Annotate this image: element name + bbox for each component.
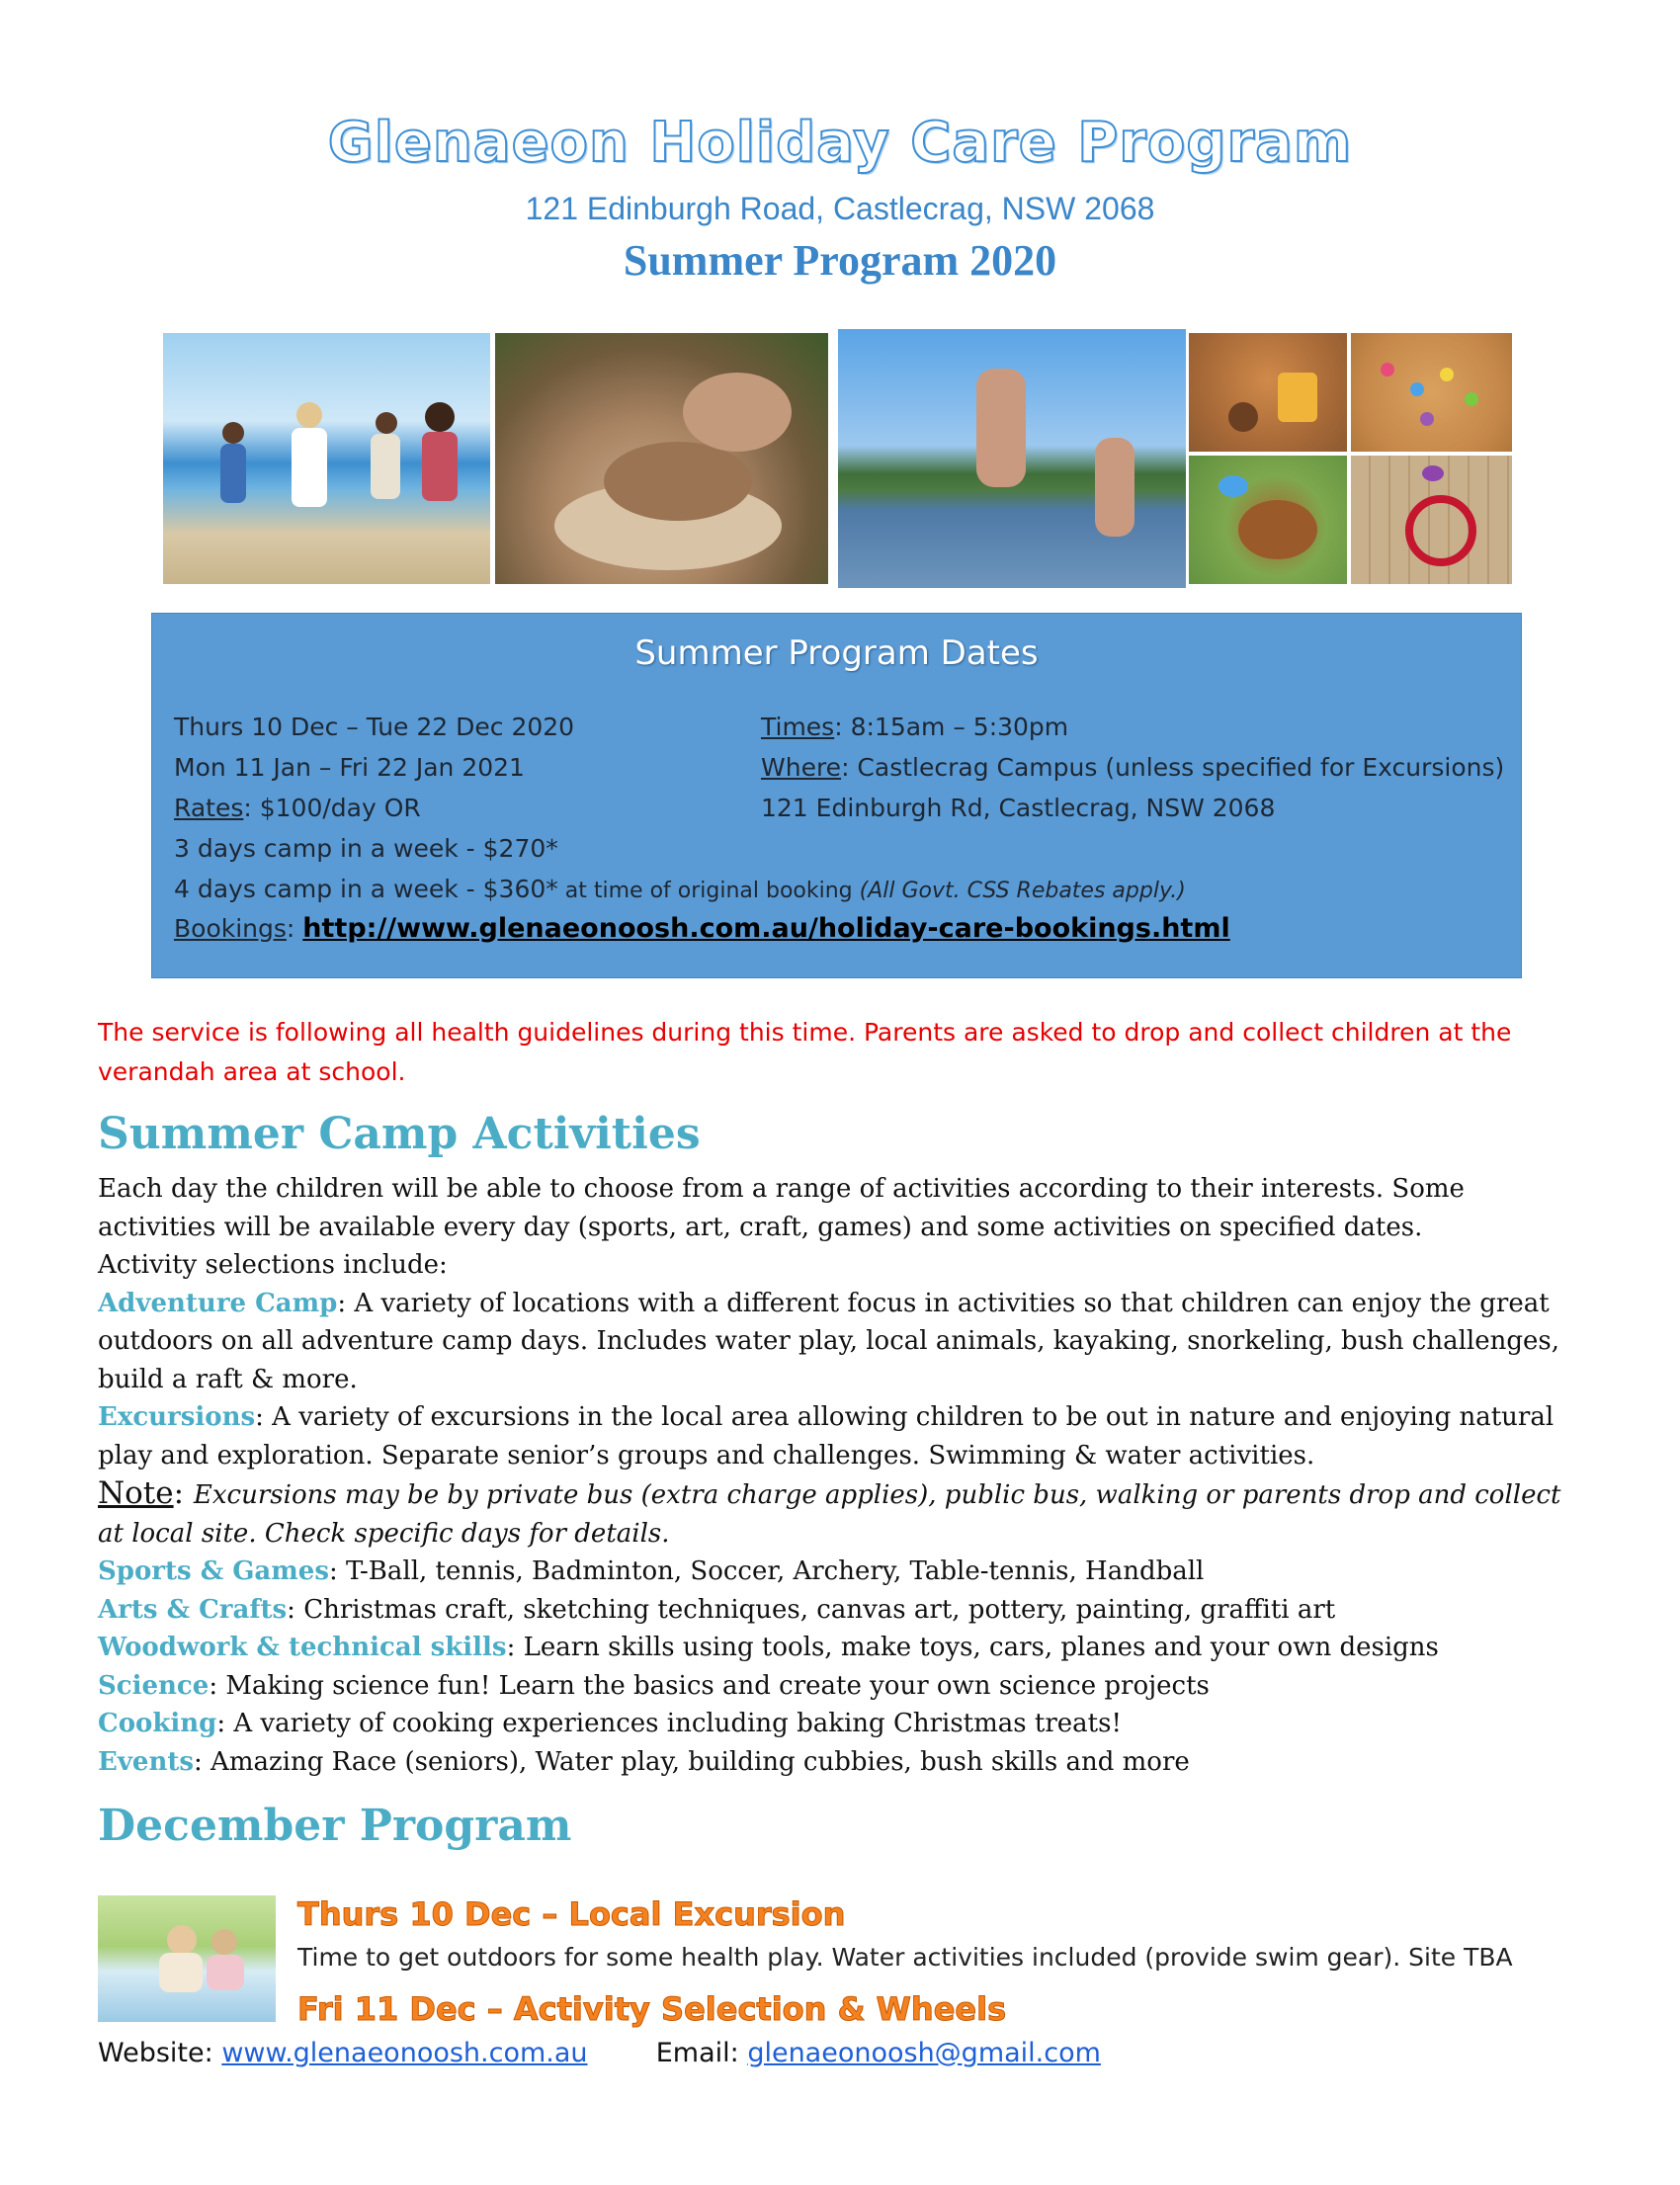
science-item [98,1667,1590,1706]
events-label: Events [98,1746,195,1777]
children-water-play-photo [98,1895,276,2022]
sports-item [98,1553,1590,1591]
bookings-line [174,913,1230,944]
science-label: Science [98,1670,210,1701]
butterfly-nest-craft-photo [1189,456,1347,584]
bookings-label: Bookings [174,914,287,943]
booking-note: at time of original booking [557,879,860,903]
camp-3-day-rate: 3 days camp in a week - $270* [174,834,558,863]
email-label: Email: [655,2038,748,2068]
note-text: Excursions may be by private bus (extra charge applies), public bus, walking or parents drop and collect at local site. Check specific days for details. [98,1480,1561,1549]
rates-value: : $100/day OR [243,794,421,822]
where-value: : Castlecrag Campus (unless specified for Excursions) [841,753,1505,782]
rebate-note: (All Govt. CSS Rebates apply.) [859,879,1186,903]
excursions-text: : A variety of excursions in the local area allowing children to be out in nature and enjoying natural play and exploration. Separate senior’s groups and challenges. Swimming & water activities. [98,1402,1554,1471]
acorn-leaf-craft-photo [1189,333,1347,452]
beach-children-photo [163,333,490,584]
jumping-boys-lake-photo [838,329,1186,588]
excursions-item [98,1398,1590,1474]
excursions-note [98,1474,1590,1553]
note-label: Note [98,1475,174,1511]
cooking-item [98,1705,1590,1743]
felt-beads-craft-photo [1351,333,1512,452]
where-label: Where [761,753,842,782]
event-thurs-10-dec-title: Thurs 10 Dec – Local Excursion [297,1895,846,1933]
activity-selections-label: Activity selections include: [98,1250,448,1280]
arts-item [98,1591,1590,1630]
page-title: Glenaeon Holiday Care Program [327,111,1353,175]
event-fri-11-dec-title: Fri 11 Dec – Activity Selection & Wheels [297,1990,1007,2028]
woodwork-label: Woodwork & technical skills [98,1633,507,1662]
bookings-separator: : [286,914,303,943]
woodwork-text: : Learn skills using tools, make toys, cars, planes and your own designs [506,1633,1439,1662]
bead-heart-craft-photo [1351,456,1512,584]
adventure-camp-text: : A variety of locations with a different focus in activities so that children can enjoy the great outdoors on all adventure camp days. Includes water play, local animals, kayaking, snorkeling, bush challenges, build a raft & more. [98,1288,1560,1394]
adventure-camp-item [98,1285,1590,1399]
times-line [761,713,1068,741]
arts-label: Arts & Crafts [98,1594,288,1625]
events-text: : Amazing Race (seniors), Water play, building cubbies, bush skills and more [194,1746,1190,1777]
events-item [98,1743,1590,1782]
sports-text: : T-Ball, tennis, Badminton, Soccer, Archery, Table-tennis, Handball [328,1556,1205,1586]
event-thurs-10-dec-description: Time to get outdoors for some health play. Water activities included (provide swim gear). Site TBA [297,1943,1513,1972]
email-link[interactable]: glenaeonoosh@gmail.com [747,2038,1101,2068]
cooking-text: : A variety of cooking experiences including baking Christmas treats! [216,1709,1122,1738]
adventure-camp-label: Adventure Camp [98,1288,338,1318]
website-label: Website: [98,2038,222,2068]
times-label: Times [761,713,835,741]
dates-heading: Summer Program Dates [634,633,1039,673]
activities-body [98,1170,1590,1781]
bookings-link[interactable]: http://www.glenaeonoosh.com.au/holiday-care-bookings.html [302,913,1230,944]
camp-4-day-rate: 4 days camp in a week - $360* [174,875,558,903]
date-range-december: Thurs 10 Dec – Tue 22 Dec 2020 [174,713,575,741]
footer-contact [98,2038,1101,2068]
december-heading: December Program [98,1801,572,1851]
address: 121 Edinburgh Road, Castlecrag, NSW 2068 [525,191,1155,226]
pottery-hands-photo [495,333,828,584]
activities-intro: Each day the children will be able to choose from a range of activities according to their interests. Some activities will be available every day (sports, art, craft, games) and some activities on specified dates. [98,1174,1465,1242]
note-colon: : [173,1475,194,1511]
rates-label: Rates [174,794,244,822]
health-notice: The service is following all health guidelines during this time. Parents are asked to drop and collect children at the verandah area at school. [98,1018,1512,1086]
camp-4-day-line [174,875,1186,903]
date-range-january: Mon 11 Jan – Fri 22 Jan 2021 [174,753,525,782]
sports-label: Sports & Games [98,1556,329,1586]
arts-text: : Christmas craft, sketching techniques, canvas art, pottery, painting, graffiti art [287,1594,1336,1625]
science-text: : Making science fun! Learn the basics and create your own science projects [209,1670,1210,1701]
campus-address: 121 Edinburgh Rd, Castlecrag, NSW 2068 [761,794,1276,822]
cooking-label: Cooking [98,1709,217,1738]
excursions-label: Excursions [98,1402,256,1432]
times-value: : 8:15am – 5:30pm [834,713,1069,741]
website-link[interactable]: www.glenaeonoosh.com.au [221,2038,588,2068]
where-line [761,753,1504,782]
activities-heading: Summer Camp Activities [98,1109,701,1159]
program-subtitle: Summer Program 2020 [623,236,1057,285]
woodwork-item [98,1629,1590,1667]
rates-line [174,794,421,822]
program-dates-panel [151,613,1522,978]
